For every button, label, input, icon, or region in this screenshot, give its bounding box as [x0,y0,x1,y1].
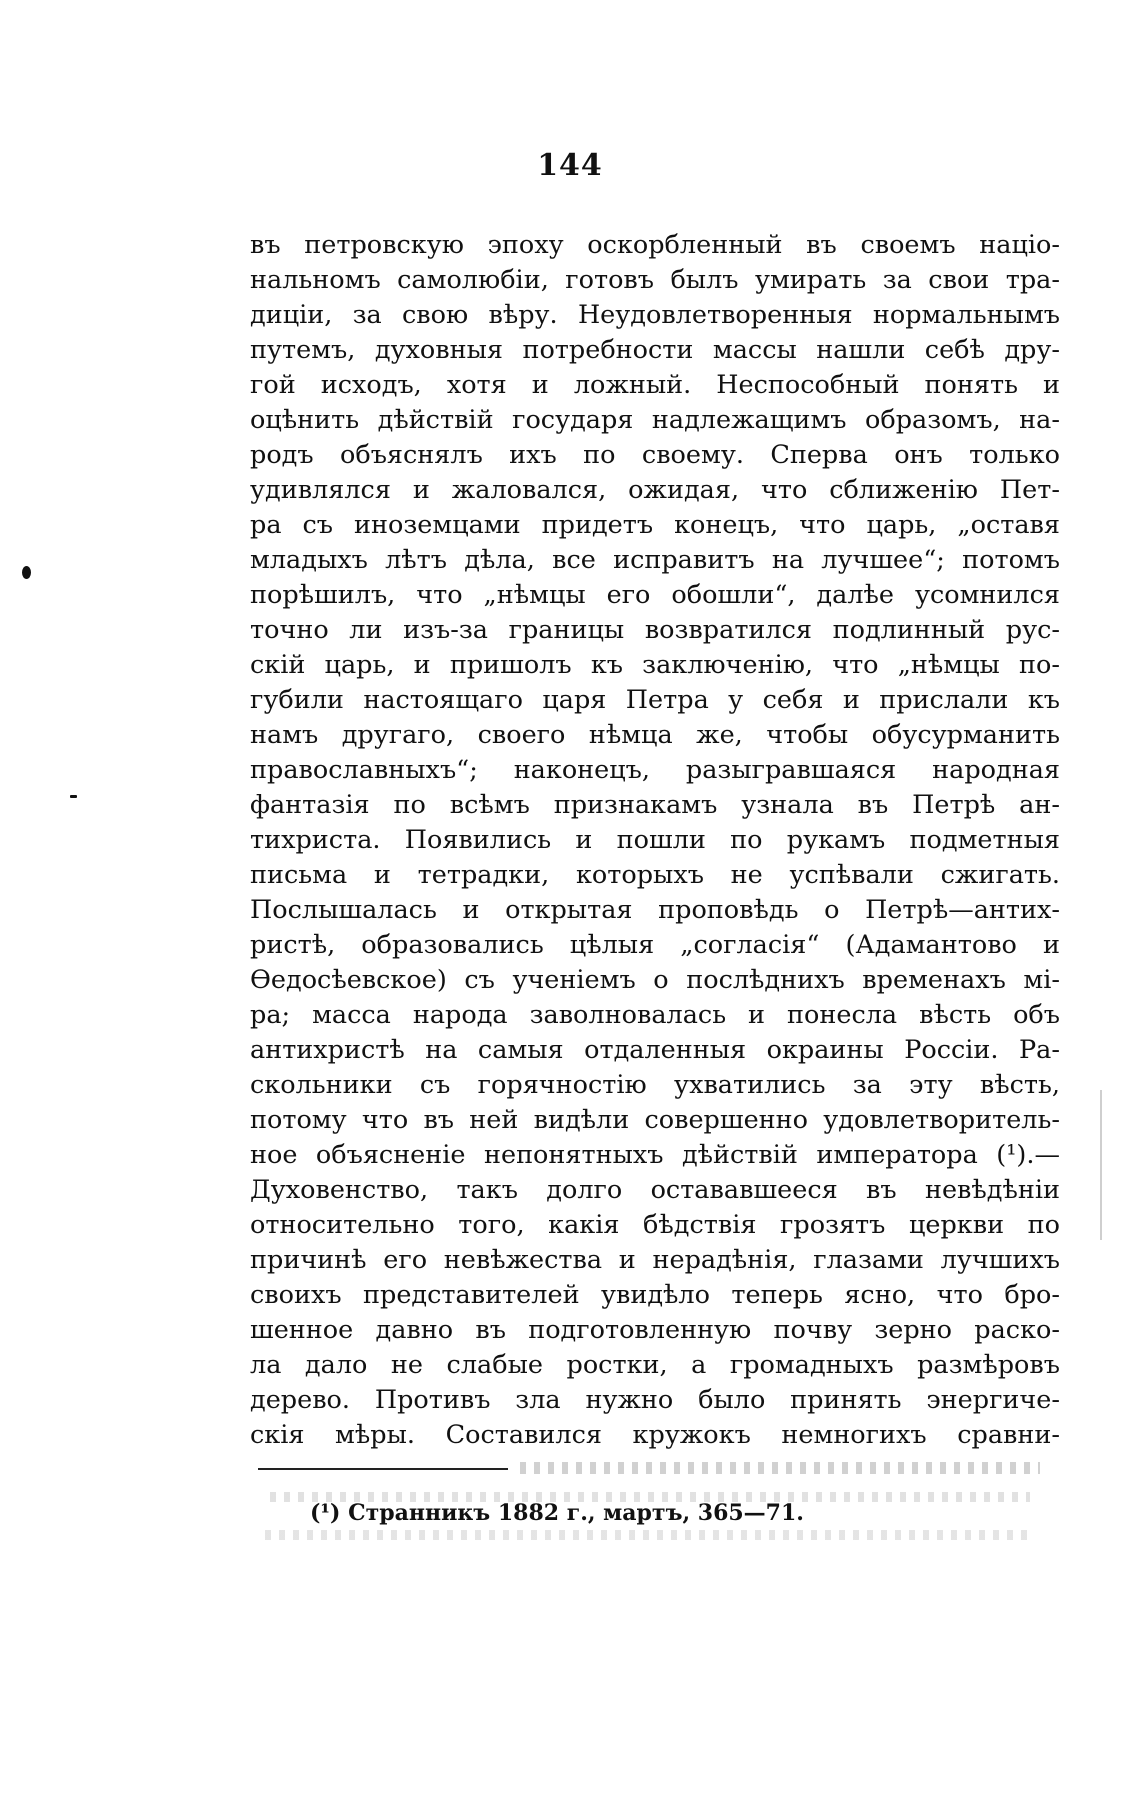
page-number: 144 [537,148,603,183]
body-text [250,228,1060,1453]
text-line: своихъ представителей увидѣло теперь ясно, что бро- [250,1280,1060,1310]
text-line: ра; масса народа заволновалась и понесла вѣсть объ [250,1000,1060,1030]
text-line: фантазія по всѣмъ признакамъ узнала въ Петрѣ ан- [250,790,1060,820]
text-line: дерево. Противъ зла нужно было принять энергиче- [250,1385,1060,1415]
ink-blot-mark [22,566,31,579]
text-line: путемъ, духовныя потребности массы нашли себѣ дру- [250,335,1060,365]
text-line: диціи, за свою вѣру. Неудовлетворенныя нормальнымъ [250,300,1060,330]
text-line: относительно того, какія бѣдствія грозятъ церкви по [250,1210,1060,1240]
footnote: (¹) Странникъ 1882 г., мартъ, 365—71. [310,1500,804,1526]
text-line: губили настоящаго царя Петра у себя и прислали къ [250,685,1060,715]
text-line: скія мѣры. Составился кружокъ немногихъ сравни- [250,1420,1060,1450]
text-line: Послышалась и открытая проповѣдь о Петрѣ—антих- [250,895,1060,925]
footnote-rule [258,1468,508,1470]
text-line: оцѣнить дѣйствій государя надлежащимъ образомъ, на- [250,405,1060,435]
text-line: гой исходъ, хотя и ложный. Неспособный понять и [250,370,1060,400]
text-line: потому что въ ней видѣли совершенно удовлетворитель- [250,1105,1060,1135]
text-line: Духовенство, такъ долго остававшееся въ невѣдѣніи [250,1175,1060,1205]
text-line: шенное давно въ подготовленную почву зерно раско- [250,1315,1060,1345]
text-line: порѣшилъ, что „нѣмцы его обошли“, далѣе усомнился [250,580,1060,610]
text-line: въ петровскую эпоху оскорбленный въ своемъ націо- [250,230,1060,260]
scan-edge-shadow [1100,1090,1102,1240]
text-line: скій царь, и пришолъ къ заключенію, что „нѣмцы по- [250,650,1060,680]
text-line: письма и тетрадки, которыхъ не успѣвали сжигать. [250,860,1060,890]
text-line: Ѳедосѣевское) съ ученіемъ о послѣднихъ временахъ мі- [250,965,1060,995]
margin-dash-mark [70,795,77,798]
text-line: родъ объяснялъ ихъ по своему. Сперва онъ только [250,440,1060,470]
text-line: тихриста. Появились и пошли по рукамъ подметныя [250,825,1060,855]
text-line: нальномъ самолюбіи, готовъ былъ умирать за свои тра- [250,265,1060,295]
text-line: скольники съ горячностію ухватились за эту вѣсть, [250,1070,1060,1100]
bleed-through-smudge [265,1530,1035,1540]
text-line: ристѣ, образовались цѣлыя „согласія“ (Адамантово и [250,930,1060,960]
text-line: удивлялся и жаловался, ожидая, что сближенію Пет- [250,475,1060,505]
text-line: точно ли изъ-за границы возвратился подлинный рус- [250,615,1060,645]
text-line: православныхъ“; наконецъ, разыгравшаяся народная [250,755,1060,785]
text-line: ра съ иноземцами придетъ конецъ, что царь, „оставя [250,510,1060,540]
text-line: ное объясненіе непонятныхъ дѣйствій императора (¹).— [250,1140,1060,1170]
text-line: ла дало не слабые ростки, а громадныхъ размѣровъ [250,1350,1060,1380]
text-line: намъ другаго, своего нѣмца же, чтобы обусурманить [250,720,1060,750]
text-line: причинѣ его невѣжества и нерадѣнія, глазами лучшихъ [250,1245,1060,1275]
text-line: младыхъ лѣтъ дѣла, все исправитъ на лучшее“; потомъ [250,545,1060,575]
bleed-through-smudge [520,1462,1040,1474]
text-line: антихристѣ на самыя отдаленныя окраины Россіи. Ра- [250,1035,1060,1065]
